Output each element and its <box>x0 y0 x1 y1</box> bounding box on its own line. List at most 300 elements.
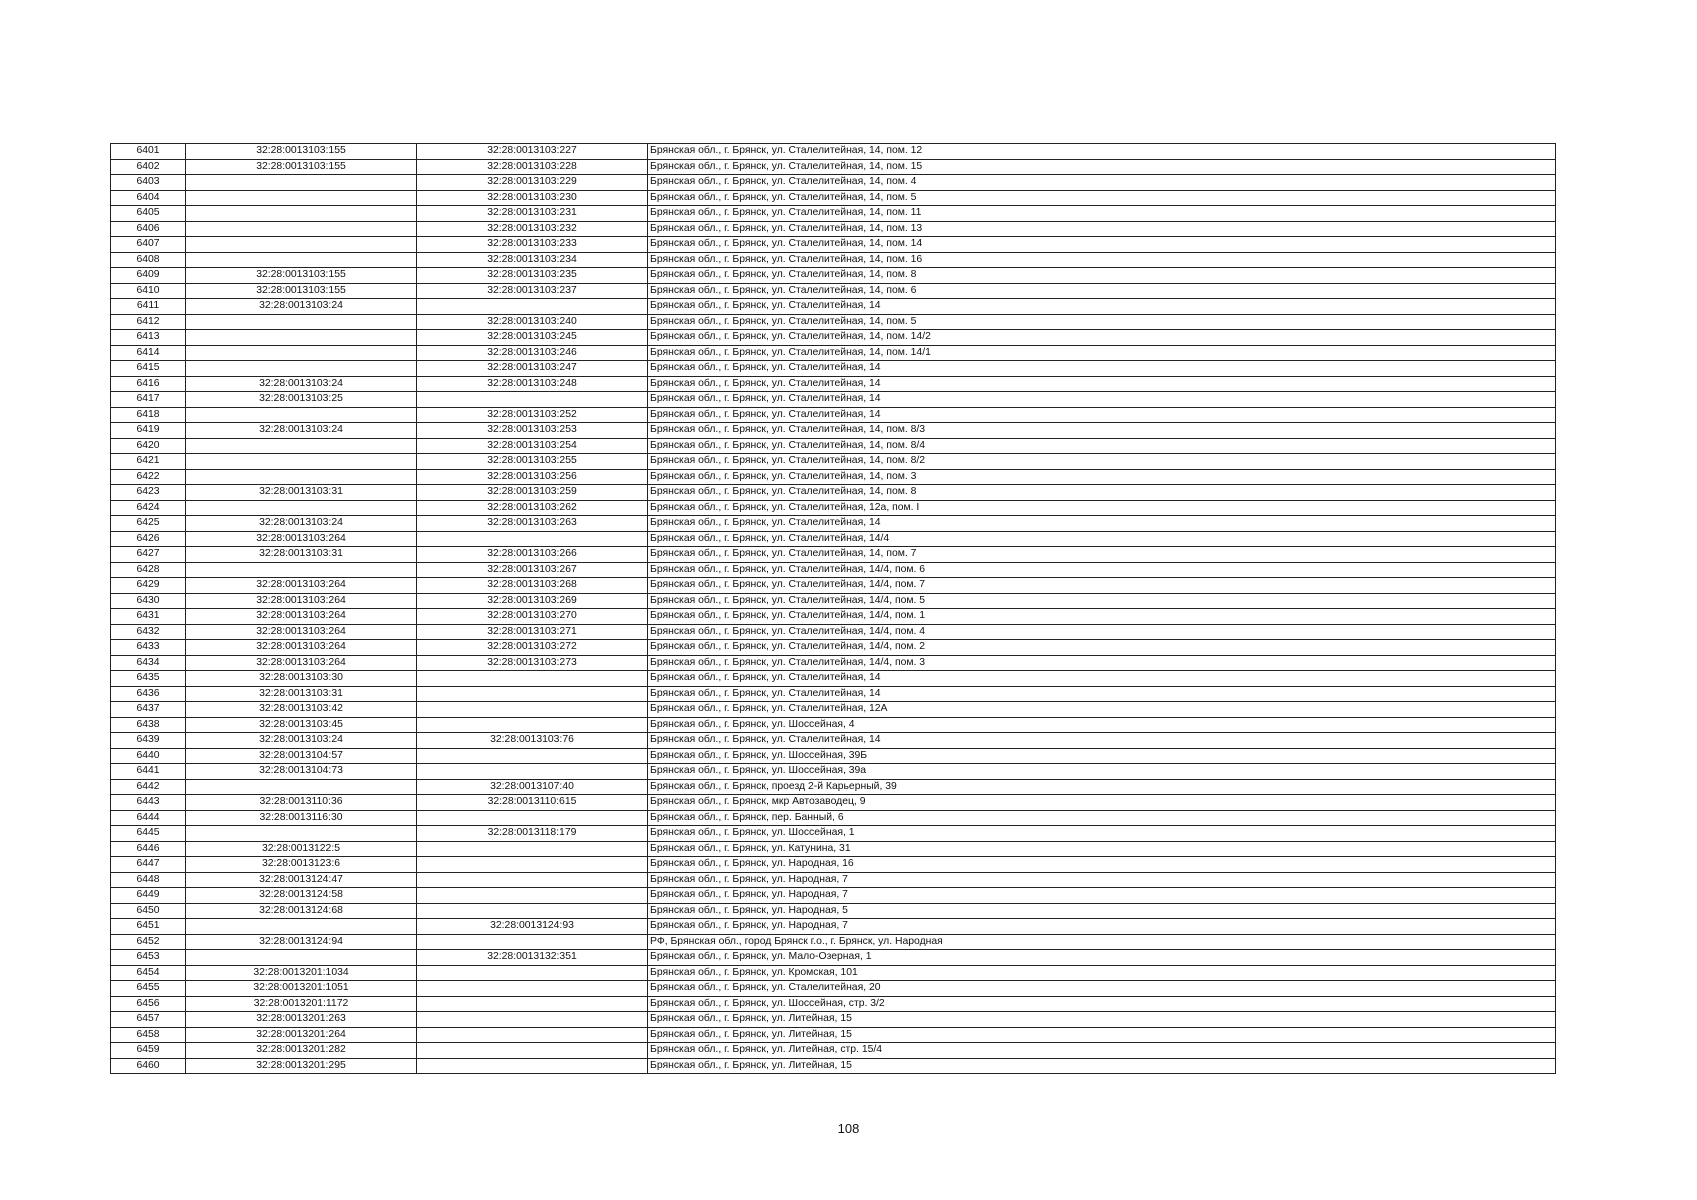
cadastral-number-cell <box>417 671 648 687</box>
address-cell: Брянская обл., г. Брянск, мкр Автозаводец, 9 <box>648 795 1556 811</box>
cadastral-number-cell <box>417 1012 648 1028</box>
parent-cadastral-number-cell: 32:28:0013103:31 <box>186 547 417 563</box>
row-number-cell: 6459 <box>111 1043 186 1059</box>
address-cell: Брянская обл., г. Брянск, ул. Сталелитейная, 14 <box>648 376 1556 392</box>
parent-cadastral-number-cell: 32:28:0013103:24 <box>186 516 417 532</box>
address-cell: Брянская обл., г. Брянск, ул. Сталелитейная, 20 <box>648 981 1556 997</box>
table-row <box>111 221 1556 237</box>
cadastral-number-cell: 32:28:0013103:240 <box>417 314 648 330</box>
row-number-cell: 6440 <box>111 748 186 764</box>
parent-cadastral-number-cell <box>186 779 417 795</box>
row-number-cell: 6411 <box>111 299 186 315</box>
registry-table <box>110 143 1556 1074</box>
parent-cadastral-number-cell <box>186 361 417 377</box>
table-row <box>111 485 1556 501</box>
cadastral-number-cell: 32:28:0013103:268 <box>417 578 648 594</box>
address-cell: РФ, Брянская обл., город Брянск г.о., г. Брянск, ул. Народная <box>648 934 1556 950</box>
cadastral-number-cell <box>417 299 648 315</box>
parent-cadastral-number-cell: 32:28:0013122:5 <box>186 841 417 857</box>
row-number-cell: 6414 <box>111 345 186 361</box>
table-row <box>111 206 1556 222</box>
parent-cadastral-number-cell: 32:28:0013201:295 <box>186 1058 417 1074</box>
table-row <box>111 299 1556 315</box>
parent-cadastral-number-cell: 32:28:0013201:1034 <box>186 965 417 981</box>
row-number-cell: 6425 <box>111 516 186 532</box>
table-row <box>111 283 1556 299</box>
parent-cadastral-number-cell <box>186 345 417 361</box>
address-cell: Брянская обл., г. Брянск, ул. Сталелитейная, 14, пом. 14/2 <box>648 330 1556 346</box>
row-number-cell: 6442 <box>111 779 186 795</box>
table-row <box>111 733 1556 749</box>
registry-sheet <box>110 143 1556 1074</box>
address-cell: Брянская обл., г. Брянск, проезд 2-й Карьерный, 39 <box>648 779 1556 795</box>
parent-cadastral-number-cell: 32:28:0013116:30 <box>186 810 417 826</box>
table-row <box>111 764 1556 780</box>
cadastral-number-cell: 32:28:0013103:270 <box>417 609 648 625</box>
cadastral-number-cell: 32:28:0013103:269 <box>417 593 648 609</box>
cadastral-number-cell <box>417 748 648 764</box>
address-cell: Брянская обл., г. Брянск, ул. Народная, 7 <box>648 888 1556 904</box>
table-row <box>111 361 1556 377</box>
parent-cadastral-number-cell: 32:28:0013103:264 <box>186 640 417 656</box>
table-row <box>111 516 1556 532</box>
parent-cadastral-number-cell <box>186 330 417 346</box>
parent-cadastral-number-cell: 32:28:0013103:264 <box>186 578 417 594</box>
address-cell: Брянская обл., г. Брянск, ул. Сталелитейная, 14, пом. 8/3 <box>648 423 1556 439</box>
address-cell: Брянская обл., г. Брянск, ул. Сталелитейная, 14 <box>648 516 1556 532</box>
row-number-cell: 6457 <box>111 1012 186 1028</box>
cadastral-number-cell: 32:28:0013103:229 <box>417 175 648 191</box>
address-cell: Брянская обл., г. Брянск, ул. Сталелитейная, 14, пом. 7 <box>648 547 1556 563</box>
row-number-cell: 6410 <box>111 283 186 299</box>
address-cell: Брянская обл., г. Брянск, ул. Литейная, 15 <box>648 1027 1556 1043</box>
parent-cadastral-number-cell <box>186 252 417 268</box>
cadastral-number-cell <box>417 981 648 997</box>
cadastral-number-cell: 32:28:0013103:253 <box>417 423 648 439</box>
row-number-cell: 6460 <box>111 1058 186 1074</box>
address-cell: Брянская обл., г. Брянск, пер. Банный, 6 <box>648 810 1556 826</box>
row-number-cell: 6447 <box>111 857 186 873</box>
cadastral-number-cell: 32:28:0013110:615 <box>417 795 648 811</box>
parent-cadastral-number-cell: 32:28:0013103:155 <box>186 144 417 160</box>
address-cell: Брянская обл., г. Брянск, ул. Сталелитейная, 14/4, пом. 6 <box>648 562 1556 578</box>
table-row <box>111 376 1556 392</box>
table-row <box>111 392 1556 408</box>
parent-cadastral-number-cell <box>186 826 417 842</box>
cadastral-number-cell: 32:28:0013103:246 <box>417 345 648 361</box>
parent-cadastral-number-cell: 32:28:0013103:31 <box>186 686 417 702</box>
cadastral-number-cell: 32:28:0013103:233 <box>417 237 648 253</box>
cadastral-number-cell: 32:28:0013103:252 <box>417 407 648 423</box>
row-number-cell: 6438 <box>111 717 186 733</box>
parent-cadastral-number-cell: 32:28:0013103:264 <box>186 655 417 671</box>
row-number-cell: 6413 <box>111 330 186 346</box>
page-number: 108 <box>837 1121 860 1136</box>
table-row <box>111 903 1556 919</box>
cadastral-number-cell <box>417 702 648 718</box>
row-number-cell: 6404 <box>111 190 186 206</box>
address-cell: Брянская обл., г. Брянск, ул. Народная, 5 <box>648 903 1556 919</box>
cadastral-number-cell <box>417 686 648 702</box>
parent-cadastral-number-cell <box>186 950 417 966</box>
address-cell: Брянская обл., г. Брянск, ул. Сталелитейная, 14/4, пом. 2 <box>648 640 1556 656</box>
row-number-cell: 6451 <box>111 919 186 935</box>
parent-cadastral-number-cell <box>186 237 417 253</box>
parent-cadastral-number-cell: 32:28:0013103:155 <box>186 283 417 299</box>
row-number-cell: 6418 <box>111 407 186 423</box>
address-cell: Брянская обл., г. Брянск, ул. Сталелитейная, 14, пом. 14 <box>648 237 1556 253</box>
cadastral-number-cell: 32:28:0013103:263 <box>417 516 648 532</box>
cadastral-number-cell <box>417 392 648 408</box>
cadastral-number-cell <box>417 841 648 857</box>
address-cell: Брянская обл., г. Брянск, ул. Мало-Озерная, 1 <box>648 950 1556 966</box>
table-row <box>111 1043 1556 1059</box>
cadastral-number-cell: 32:28:0013103:228 <box>417 159 648 175</box>
parent-cadastral-number-cell: 32:28:0013124:94 <box>186 934 417 950</box>
address-cell: Брянская обл., г. Брянск, ул. Сталелитейная, 12А <box>648 702 1556 718</box>
table-row <box>111 655 1556 671</box>
parent-cadastral-number-cell <box>186 500 417 516</box>
address-cell: Брянская обл., г. Брянск, ул. Сталелитейная, 14/4, пом. 5 <box>648 593 1556 609</box>
cadastral-number-cell: 32:28:0013103:273 <box>417 655 648 671</box>
cadastral-number-cell <box>417 888 648 904</box>
table-row <box>111 159 1556 175</box>
address-cell: Брянская обл., г. Брянск, ул. Сталелитейная, 14, пом. 16 <box>648 252 1556 268</box>
address-cell: Брянская обл., г. Брянск, ул. Сталелитейная, 14/4, пом. 4 <box>648 624 1556 640</box>
address-cell: Брянская обл., г. Брянск, ул. Сталелитейная, 14, пом. 11 <box>648 206 1556 222</box>
address-cell: Брянская обл., г. Брянск, ул. Сталелитейная, 14/4, пом. 7 <box>648 578 1556 594</box>
row-number-cell: 6446 <box>111 841 186 857</box>
table-row <box>111 624 1556 640</box>
address-cell: Брянская обл., г. Брянск, ул. Сталелитейная, 14, пом. 3 <box>648 469 1556 485</box>
table-row <box>111 1027 1556 1043</box>
parent-cadastral-number-cell: 32:28:0013103:155 <box>186 268 417 284</box>
parent-cadastral-number-cell: 32:28:0013103:24 <box>186 423 417 439</box>
table-row <box>111 268 1556 284</box>
parent-cadastral-number-cell <box>186 407 417 423</box>
parent-cadastral-number-cell: 32:28:0013103:24 <box>186 299 417 315</box>
cadastral-number-cell <box>417 857 648 873</box>
address-cell: Брянская обл., г. Брянск, ул. Шоссейная, 1 <box>648 826 1556 842</box>
address-cell: Брянская обл., г. Брянск, ул. Литейная, 15 <box>648 1012 1556 1028</box>
parent-cadastral-number-cell: 32:28:0013201:282 <box>186 1043 417 1059</box>
parent-cadastral-number-cell: 32:28:0013201:264 <box>186 1027 417 1043</box>
cadastral-number-cell: 32:28:0013103:232 <box>417 221 648 237</box>
table-row <box>111 717 1556 733</box>
row-number-cell: 6430 <box>111 593 186 609</box>
parent-cadastral-number-cell <box>186 438 417 454</box>
row-number-cell: 6448 <box>111 872 186 888</box>
row-number-cell: 6428 <box>111 562 186 578</box>
row-number-cell: 6439 <box>111 733 186 749</box>
table-row <box>111 872 1556 888</box>
cadastral-number-cell: 32:28:0013103:247 <box>417 361 648 377</box>
cadastral-number-cell: 32:28:0013103:248 <box>417 376 648 392</box>
parent-cadastral-number-cell <box>186 190 417 206</box>
cadastral-number-cell <box>417 903 648 919</box>
address-cell: Брянская обл., г. Брянск, ул. Сталелитейная, 14 <box>648 686 1556 702</box>
cadastral-number-cell: 32:28:0013103:255 <box>417 454 648 470</box>
row-number-cell: 6401 <box>111 144 186 160</box>
table-row <box>111 981 1556 997</box>
cadastral-number-cell <box>417 810 648 826</box>
cadastral-number-cell: 32:28:0013103:266 <box>417 547 648 563</box>
table-row <box>111 779 1556 795</box>
table-row <box>111 810 1556 826</box>
address-cell: Брянская обл., г. Брянск, ул. Сталелитейная, 14, пом. 13 <box>648 221 1556 237</box>
address-cell: Брянская обл., г. Брянск, ул. Шоссейная, 39а <box>648 764 1556 780</box>
table-row <box>111 919 1556 935</box>
cadastral-number-cell: 32:28:0013103:272 <box>417 640 648 656</box>
row-number-cell: 6449 <box>111 888 186 904</box>
table-row <box>111 593 1556 609</box>
row-number-cell: 6406 <box>111 221 186 237</box>
address-cell: Брянская обл., г. Брянск, ул. Сталелитейная, 14 <box>648 733 1556 749</box>
address-cell: Брянская обл., г. Брянск, ул. Сталелитейная, 14 <box>648 361 1556 377</box>
row-number-cell: 6416 <box>111 376 186 392</box>
table-row <box>111 748 1556 764</box>
table-row <box>111 934 1556 950</box>
table-row <box>111 330 1556 346</box>
parent-cadastral-number-cell <box>186 206 417 222</box>
address-cell: Брянская обл., г. Брянск, ул. Шоссейная, 39Б <box>648 748 1556 764</box>
address-cell: Брянская обл., г. Брянск, ул. Сталелитейная, 14, пом. 8 <box>648 268 1556 284</box>
row-number-cell: 6420 <box>111 438 186 454</box>
row-number-cell: 6444 <box>111 810 186 826</box>
table-row <box>111 826 1556 842</box>
row-number-cell: 6432 <box>111 624 186 640</box>
parent-cadastral-number-cell: 32:28:0013201:263 <box>186 1012 417 1028</box>
address-cell: Брянская обл., г. Брянск, ул. Сталелитейная, 14, пом. 14/1 <box>648 345 1556 361</box>
parent-cadastral-number-cell: 32:28:0013103:24 <box>186 376 417 392</box>
cadastral-number-cell: 32:28:0013103:227 <box>417 144 648 160</box>
row-number-cell: 6424 <box>111 500 186 516</box>
cadastral-number-cell: 32:28:0013103:235 <box>417 268 648 284</box>
table-row <box>111 1012 1556 1028</box>
row-number-cell: 6456 <box>111 996 186 1012</box>
parent-cadastral-number-cell <box>186 314 417 330</box>
address-cell: Брянская обл., г. Брянск, ул. Сталелитейная, 14, пом. 8/4 <box>648 438 1556 454</box>
cadastral-number-cell: 32:28:0013103:231 <box>417 206 648 222</box>
row-number-cell: 6426 <box>111 531 186 547</box>
parent-cadastral-number-cell <box>186 469 417 485</box>
row-number-cell: 6405 <box>111 206 186 222</box>
cadastral-number-cell: 32:28:0013103:234 <box>417 252 648 268</box>
cadastral-number-cell: 32:28:0013103:245 <box>417 330 648 346</box>
row-number-cell: 6450 <box>111 903 186 919</box>
parent-cadastral-number-cell <box>186 454 417 470</box>
row-number-cell: 6417 <box>111 392 186 408</box>
cadastral-number-cell: 32:28:0013103:237 <box>417 283 648 299</box>
parent-cadastral-number-cell: 32:28:0013103:24 <box>186 733 417 749</box>
parent-cadastral-number-cell: 32:28:0013103:264 <box>186 624 417 640</box>
cadastral-number-cell: 32:28:0013107:40 <box>417 779 648 795</box>
cadastral-number-cell <box>417 965 648 981</box>
parent-cadastral-number-cell: 32:28:0013201:1051 <box>186 981 417 997</box>
cadastral-number-cell <box>417 1043 648 1059</box>
table-row <box>111 671 1556 687</box>
cadastral-number-cell: 32:28:0013103:230 <box>417 190 648 206</box>
parent-cadastral-number-cell <box>186 221 417 237</box>
cadastral-number-cell <box>417 872 648 888</box>
table-row <box>111 175 1556 191</box>
table-row <box>111 965 1556 981</box>
row-number-cell: 6458 <box>111 1027 186 1043</box>
parent-cadastral-number-cell: 32:28:0013103:155 <box>186 159 417 175</box>
address-cell: Брянская обл., г. Брянск, ул. Литейная, стр. 15/4 <box>648 1043 1556 1059</box>
cadastral-number-cell: 32:28:0013103:76 <box>417 733 648 749</box>
table-row <box>111 454 1556 470</box>
table-row <box>111 345 1556 361</box>
row-number-cell: 6433 <box>111 640 186 656</box>
parent-cadastral-number-cell: 32:28:0013103:31 <box>186 485 417 501</box>
table-row <box>111 795 1556 811</box>
row-number-cell: 6443 <box>111 795 186 811</box>
parent-cadastral-number-cell <box>186 175 417 191</box>
address-cell: Брянская обл., г. Брянск, ул. Народная, 7 <box>648 919 1556 935</box>
row-number-cell: 6452 <box>111 934 186 950</box>
row-number-cell: 6407 <box>111 237 186 253</box>
address-cell: Брянская обл., г. Брянск, ул. Шоссейная, 4 <box>648 717 1556 733</box>
row-number-cell: 6445 <box>111 826 186 842</box>
table-row <box>111 609 1556 625</box>
table-row <box>111 469 1556 485</box>
cadastral-number-cell: 32:28:0013103:267 <box>417 562 648 578</box>
address-cell: Брянская обл., г. Брянск, ул. Сталелитейная, 14/4 <box>648 531 1556 547</box>
row-number-cell: 6403 <box>111 175 186 191</box>
table-row <box>111 190 1556 206</box>
cadastral-number-cell: 32:28:0013103:259 <box>417 485 648 501</box>
parent-cadastral-number-cell <box>186 919 417 935</box>
parent-cadastral-number-cell: 32:28:0013201:1172 <box>186 996 417 1012</box>
table-row <box>111 857 1556 873</box>
row-number-cell: 6429 <box>111 578 186 594</box>
row-number-cell: 6431 <box>111 609 186 625</box>
row-number-cell: 6409 <box>111 268 186 284</box>
table-row <box>111 562 1556 578</box>
table-row <box>111 1058 1556 1074</box>
table-row <box>111 888 1556 904</box>
table-row <box>111 252 1556 268</box>
address-cell: Брянская обл., г. Брянск, ул. Сталелитейная, 14, пом. 8 <box>648 485 1556 501</box>
parent-cadastral-number-cell: 32:28:0013103:264 <box>186 531 417 547</box>
address-cell: Брянская обл., г. Брянск, ул. Сталелитейная, 14 <box>648 671 1556 687</box>
row-number-cell: 6435 <box>111 671 186 687</box>
cadastral-number-cell <box>417 764 648 780</box>
row-number-cell: 6434 <box>111 655 186 671</box>
address-cell: Брянская обл., г. Брянск, ул. Шоссейная, стр. 3/2 <box>648 996 1556 1012</box>
address-cell: Брянская обл., г. Брянск, ул. Народная, 16 <box>648 857 1556 873</box>
table-row <box>111 531 1556 547</box>
row-number-cell: 6453 <box>111 950 186 966</box>
parent-cadastral-number-cell: 32:28:0013124:68 <box>186 903 417 919</box>
cadastral-number-cell: 32:28:0013132:351 <box>417 950 648 966</box>
address-cell: Брянская обл., г. Брянск, ул. Сталелитейная, 14 <box>648 299 1556 315</box>
parent-cadastral-number-cell: 32:28:0013103:25 <box>186 392 417 408</box>
cadastral-number-cell: 32:28:0013103:254 <box>417 438 648 454</box>
cadastral-number-cell <box>417 717 648 733</box>
parent-cadastral-number-cell: 32:28:0013103:264 <box>186 609 417 625</box>
row-number-cell: 6421 <box>111 454 186 470</box>
parent-cadastral-number-cell: 32:28:0013110:36 <box>186 795 417 811</box>
row-number-cell: 6436 <box>111 686 186 702</box>
row-number-cell: 6454 <box>111 965 186 981</box>
cadastral-number-cell <box>417 934 648 950</box>
address-cell: Брянская обл., г. Брянск, ул. Сталелитейная, 14, пом. 8/2 <box>648 454 1556 470</box>
row-number-cell: 6423 <box>111 485 186 501</box>
address-cell: Брянская обл., г. Брянск, ул. Сталелитейная, 14/4, пом. 1 <box>648 609 1556 625</box>
table-row <box>111 702 1556 718</box>
parent-cadastral-number-cell: 32:28:0013103:264 <box>186 593 417 609</box>
row-number-cell: 6408 <box>111 252 186 268</box>
parent-cadastral-number-cell: 32:28:0013103:45 <box>186 717 417 733</box>
table-row <box>111 438 1556 454</box>
cadastral-number-cell <box>417 996 648 1012</box>
row-number-cell: 6402 <box>111 159 186 175</box>
parent-cadastral-number-cell: 32:28:0013124:58 <box>186 888 417 904</box>
address-cell: Брянская обл., г. Брянск, ул. Сталелитейная, 14, пом. 15 <box>648 159 1556 175</box>
table-row <box>111 640 1556 656</box>
table-row <box>111 578 1556 594</box>
address-cell: Брянская обл., г. Брянск, ул. Сталелитейная, 14, пом. 6 <box>648 283 1556 299</box>
table-row <box>111 841 1556 857</box>
table-row <box>111 547 1556 563</box>
cadastral-number-cell: 32:28:0013103:256 <box>417 469 648 485</box>
table-row <box>111 407 1556 423</box>
address-cell: Брянская обл., г. Брянск, ул. Сталелитейная, 14 <box>648 392 1556 408</box>
address-cell: Брянская обл., г. Брянск, ул. Сталелитейная, 14, пом. 4 <box>648 175 1556 191</box>
parent-cadastral-number-cell: 32:28:0013103:42 <box>186 702 417 718</box>
table-row <box>111 237 1556 253</box>
address-cell: Брянская обл., г. Брянск, ул. Кромская, 101 <box>648 965 1556 981</box>
address-cell: Брянская обл., г. Брянск, ул. Катунина, 31 <box>648 841 1556 857</box>
table-row <box>111 423 1556 439</box>
address-cell: Брянская обл., г. Брянск, ул. Сталелитейная, 14 <box>648 407 1556 423</box>
row-number-cell: 6412 <box>111 314 186 330</box>
parent-cadastral-number-cell: 32:28:0013104:73 <box>186 764 417 780</box>
address-cell: Брянская обл., г. Брянск, ул. Сталелитейная, 14, пом. 5 <box>648 314 1556 330</box>
address-cell: Брянская обл., г. Брянск, ул. Народная, 7 <box>648 872 1556 888</box>
address-cell: Брянская обл., г. Брянск, ул. Сталелитейная, 14/4, пом. 3 <box>648 655 1556 671</box>
parent-cadastral-number-cell: 32:28:0013103:30 <box>186 671 417 687</box>
table-row <box>111 996 1556 1012</box>
address-cell: Брянская обл., г. Брянск, ул. Сталелитейная, 14, пом. 12 <box>648 144 1556 160</box>
parent-cadastral-number-cell: 32:28:0013104:57 <box>186 748 417 764</box>
row-number-cell: 6441 <box>111 764 186 780</box>
cadastral-number-cell: 32:28:0013103:262 <box>417 500 648 516</box>
row-number-cell: 6419 <box>111 423 186 439</box>
registry-table-body <box>111 144 1556 1074</box>
cadastral-number-cell <box>417 531 648 547</box>
cadastral-number-cell: 32:28:0013124:93 <box>417 919 648 935</box>
parent-cadastral-number-cell <box>186 562 417 578</box>
row-number-cell: 6415 <box>111 361 186 377</box>
cadastral-number-cell <box>417 1027 648 1043</box>
table-row <box>111 144 1556 160</box>
row-number-cell: 6437 <box>111 702 186 718</box>
cadastral-number-cell: 32:28:0013118:179 <box>417 826 648 842</box>
address-cell: Брянская обл., г. Брянск, ул. Сталелитейная, 12а, пом. I <box>648 500 1556 516</box>
row-number-cell: 6422 <box>111 469 186 485</box>
table-row <box>111 686 1556 702</box>
table-row <box>111 500 1556 516</box>
parent-cadastral-number-cell: 32:28:0013123:6 <box>186 857 417 873</box>
address-cell: Брянская обл., г. Брянск, ул. Литейная, 15 <box>648 1058 1556 1074</box>
row-number-cell: 6427 <box>111 547 186 563</box>
table-row <box>111 950 1556 966</box>
cadastral-number-cell <box>417 1058 648 1074</box>
parent-cadastral-number-cell: 32:28:0013124:47 <box>186 872 417 888</box>
